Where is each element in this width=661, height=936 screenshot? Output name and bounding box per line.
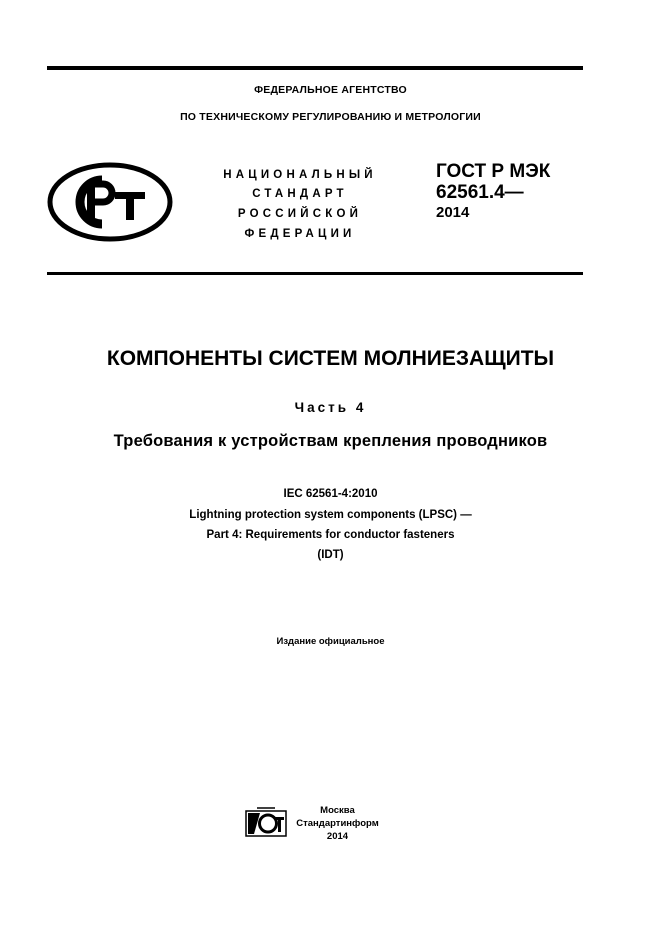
standard-designation: [436, 162, 550, 221]
designation-number: 62561.4—: [436, 181, 524, 203]
publisher-year: 2014: [326, 831, 349, 842]
iec-title-line2: Part 4: Requirements for conductor fasteners: [206, 529, 455, 541]
publisher-name: Стандартинформ: [296, 818, 379, 829]
iec-identity: (IDT): [317, 549, 344, 561]
national-standard-line3: РОССИЙСКОЙ: [237, 208, 363, 220]
gost-r-certification-mark-icon: [47, 162, 173, 242]
iec-code: IEC 62561-4:2010: [283, 488, 378, 500]
designation-prefix: ГОСТ Р МЭК: [436, 161, 551, 182]
designation-year: 2014: [436, 203, 470, 221]
national-standard-line1: НАЦИОНАЛЬНЫЙ: [223, 169, 377, 181]
agency-name-line1: ФЕДЕРАЛЬНОЕ АГЕНТСТВО: [254, 84, 407, 96]
main-title: КОМПОНЕНТЫ СИСТЕМ МОЛНИЕЗАЩИТЫ: [106, 347, 555, 370]
part-label: Часть 4: [294, 400, 367, 415]
top-rule: [47, 66, 583, 70]
edition-label: Издание официальное: [276, 636, 385, 647]
publisher-city: Москва: [320, 805, 355, 816]
header-bottom-rule: [47, 272, 583, 275]
national-standard-line4: ФЕДЕРАЦИИ: [244, 228, 356, 240]
iec-title-line1: Lightning protection system components (LPSC) —: [189, 509, 472, 521]
national-standard-line2: СТАНДАРТ: [252, 188, 348, 200]
agency-name-line2: ПО ТЕХНИЧЕСКОМУ РЕГУЛИРОВАНИЮ И МЕТРОЛОГИИ: [180, 111, 481, 123]
subtitle: Требования к устройствам крепления проводников: [113, 432, 548, 450]
standartinform-logo-icon: [245, 807, 287, 837]
